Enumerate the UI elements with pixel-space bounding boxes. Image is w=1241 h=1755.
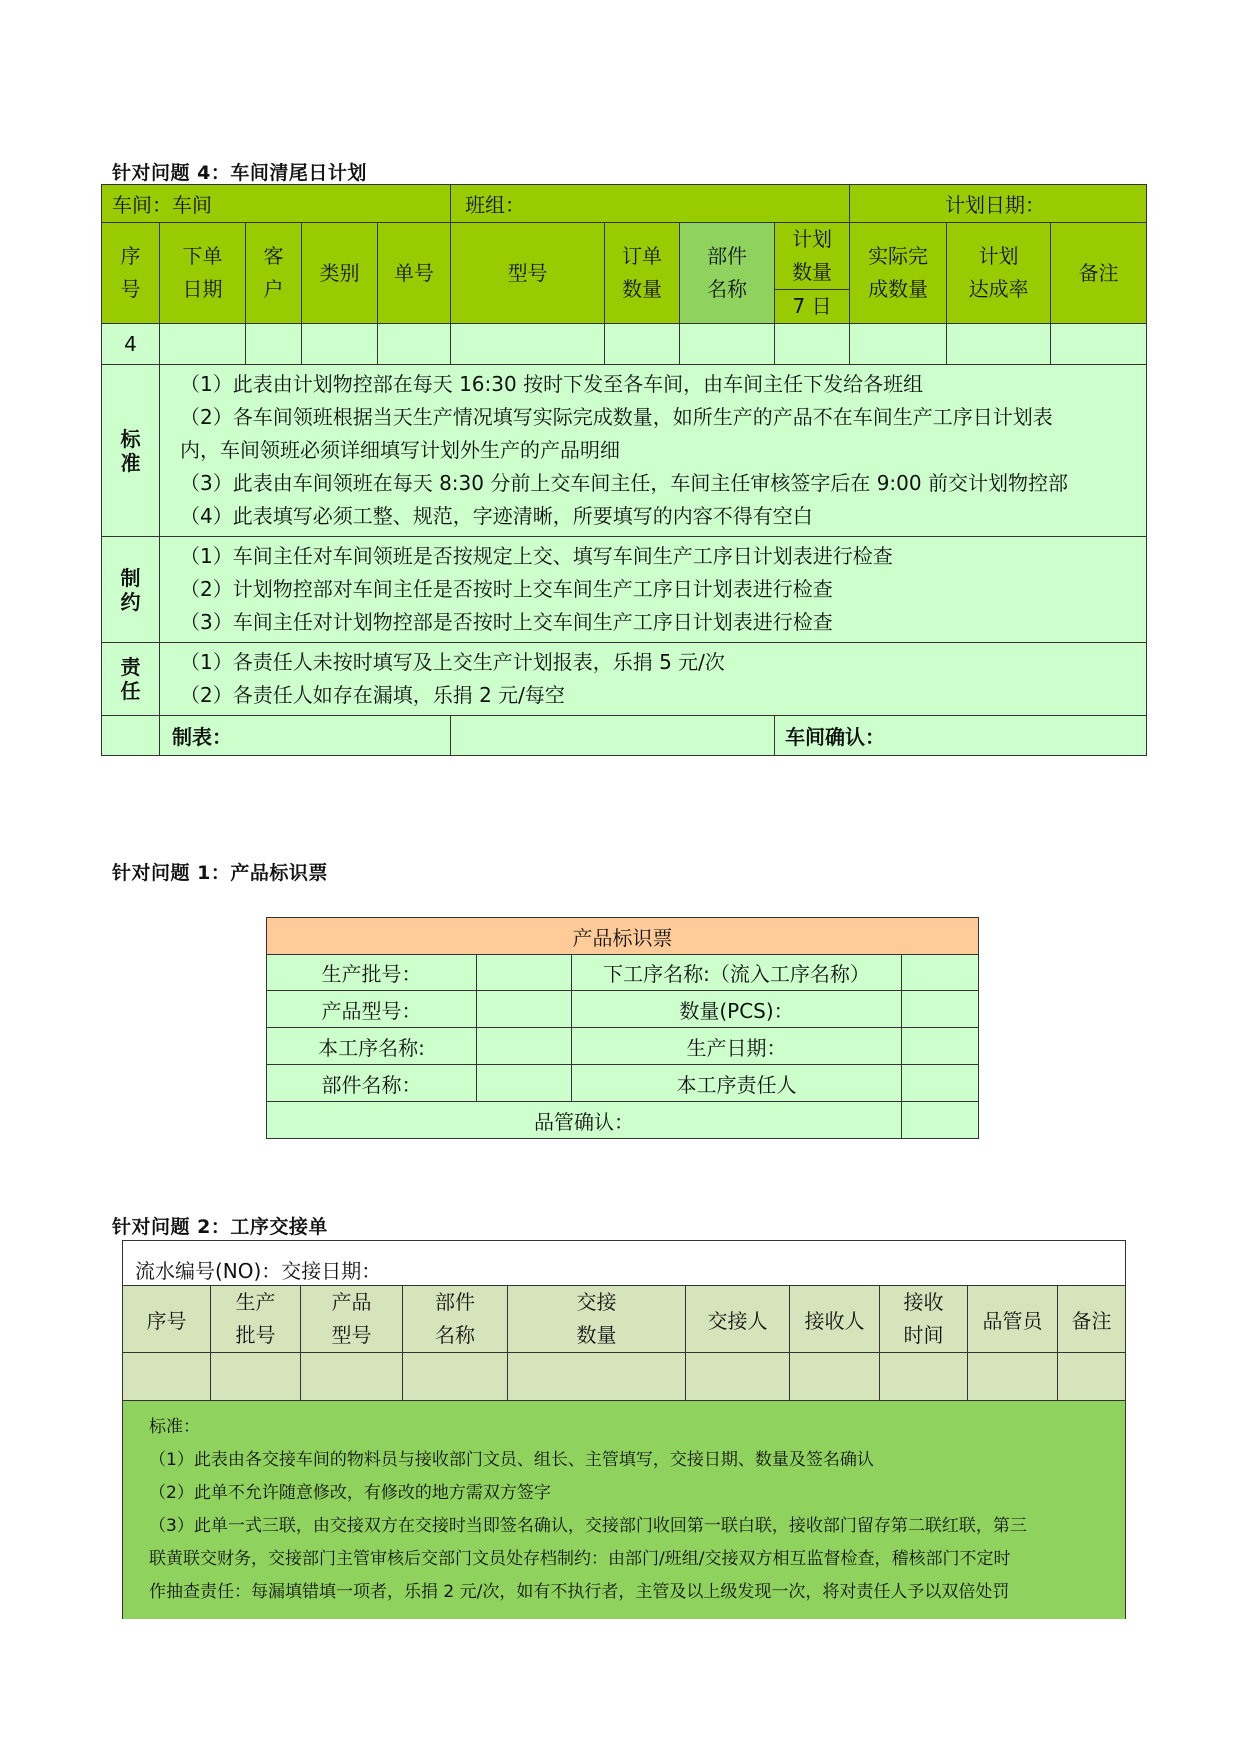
production-date-label: 生产日期： [572,1028,902,1065]
col-seq: 序 号 [102,223,160,324]
cell[interactable] [850,324,947,365]
plan-date-label: 计划日期： [850,185,1147,223]
handover-notes: 标准： （1）此表由各交接车间的物料员与接收部门文员、组长、主管填写，交接日期、数量及签名确认 （2）此单不允许随意修改，有修改的地方需双方签字 （3）此单一式三联，由交接双方在交接时当即签名确认，交接部门收回第一联白联，接收部门留存第二联红联，第三 联黄联交财务，交接部门主管审核后交部门文员处存档制约：由部门/班组/交接双方相互监督检查，稽核部门不定时 作抽查责任：每漏填错填一项者，乐捐 2 元/次，如有不执行者，主管及以上级发现一次，将对责任人予以双倍处罚 [123,1401,1126,1619]
product-tag-table [266,917,979,1139]
h-time: 接收 时间 [880,1286,968,1353]
col-model: 型号 [451,223,605,324]
restrict-label: 制 约 [102,537,160,643]
col-plan-day: 7 日 [775,290,850,324]
cell[interactable] [246,324,302,365]
maker-label: 制表： [160,716,451,756]
cell [102,716,160,756]
section2-title: 针对问题 2：工序交接单 [112,1216,328,1238]
standard-label: 标 准 [102,365,160,537]
cell[interactable] [790,1353,880,1401]
process-owner-label: 本工序责任人 [572,1065,902,1102]
process-name-label: 本工序名称: [267,1028,477,1065]
col-achieve-rate: 计划 达成率 [947,223,1051,324]
h-qty: 交接 数量 [508,1286,686,1353]
cell[interactable] [1051,324,1147,365]
cell[interactable] [160,324,246,365]
workshop-label: 车间：车间 [102,185,451,223]
part-name-label: 部件名称： [267,1065,477,1102]
quantity-field[interactable] [902,991,979,1028]
product-tag-title: 产品标识票 [267,918,979,955]
cell[interactable] [211,1353,301,1401]
row-seq: 4 [102,324,160,365]
col-order-no: 单号 [378,223,451,324]
product-model-field[interactable] [477,991,572,1028]
qc-confirm-field[interactable] [902,1102,979,1139]
cell[interactable] [605,324,680,365]
section1-title: 针对问题 1：产品标识票 [112,862,328,884]
col-actual-qty: 实际完 成数量 [850,223,947,324]
responsibility-label: 责 任 [102,643,160,716]
cell[interactable] [451,324,605,365]
cell[interactable] [680,324,775,365]
cell[interactable] [508,1353,686,1401]
cell[interactable] [880,1353,968,1401]
cell[interactable] [301,1353,403,1401]
product-model-label: 产品型号： [267,991,477,1028]
h-remark: 备注 [1058,1286,1126,1353]
h-part: 部件 名称 [403,1286,508,1353]
cell[interactable] [686,1353,790,1401]
col-customer: 客 户 [246,223,302,324]
handover-table [122,1240,1126,1619]
h-qc: 品管员 [968,1286,1058,1353]
col-remark: 备注 [1051,223,1147,324]
h-batch: 生产 批号 [211,1286,301,1353]
col-category: 类别 [302,223,378,324]
maker-field[interactable] [451,716,775,756]
cell[interactable] [123,1353,211,1401]
col-order-qty: 订单 数量 [605,223,680,324]
next-process-label: 下工序名称:（流入工序名称） [572,955,902,991]
cell[interactable] [302,324,378,365]
quantity-label: 数量(PCS)： [572,991,902,1028]
batch-no-label: 生产批号： [267,955,477,991]
h-seq: 序号 [123,1286,211,1353]
workshop-plan-table [101,184,1147,756]
cell[interactable] [403,1353,508,1401]
part-name-field[interactable] [477,1065,572,1102]
serial-date-line: 流水编号(NO)：交接日期： [123,1241,1126,1286]
next-process-field[interactable] [902,955,979,991]
restrict-text: （1）车间主任对车间领班是否按规定上交、填写车间生产工序日计划表进行检查 （2）计划物控部对车间主任是否按时上交车间生产工序日计划表进行检查 （3）车间主任对计划物控部是否按时上交车间生产工序日计划表进行检查 [160,537,1147,643]
process-name-field[interactable] [477,1028,572,1065]
responsibility-text: （1）各责任人未按时填写及上交生产计划报表，乐捐 5 元/次 （2）各责任人如存在漏填，乐捐 2 元/每空 [160,643,1147,716]
col-plan-qty: 计划 数量 [775,223,850,290]
cell[interactable] [1058,1353,1126,1401]
h-receiver: 接收人 [790,1286,880,1353]
section4-title: 针对问题 4：车间清尾日计划 [112,162,367,184]
workshop-confirm-label: 车间确认： [775,716,1147,756]
cell[interactable] [968,1353,1058,1401]
h-handover: 交接人 [686,1286,790,1353]
qc-confirm-label: 品管确认： [267,1102,902,1139]
standard-text: （1）此表由计划物控部在每天 16:30 按时下发至各车间，由车间主任下发给各班组 （2）各车间领班根据当天生产情况填写实际完成数量，如所生产的产品不在车间生产工序日计划表 内，车间领班必须详细填写计划外生产的产品明细 （3）此表由车间领班在每天 8:30 分前上交车间主任，车间主任审核签字后在 9:00 前交计划物控部 （4）此表填写必须工整、规范，字迹清晰，所要填写的内容不得有空白 [160,365,1147,537]
cell[interactable] [378,324,451,365]
col-part-name: 部件 名称 [680,223,775,324]
process-owner-field[interactable] [902,1065,979,1102]
col-order-date: 下单 日期 [160,223,246,324]
production-date-field[interactable] [902,1028,979,1065]
cell[interactable] [947,324,1051,365]
h-model: 产品 型号 [301,1286,403,1353]
team-label: 班组： [451,185,850,223]
batch-no-field[interactable] [477,955,572,991]
cell[interactable] [775,324,850,365]
